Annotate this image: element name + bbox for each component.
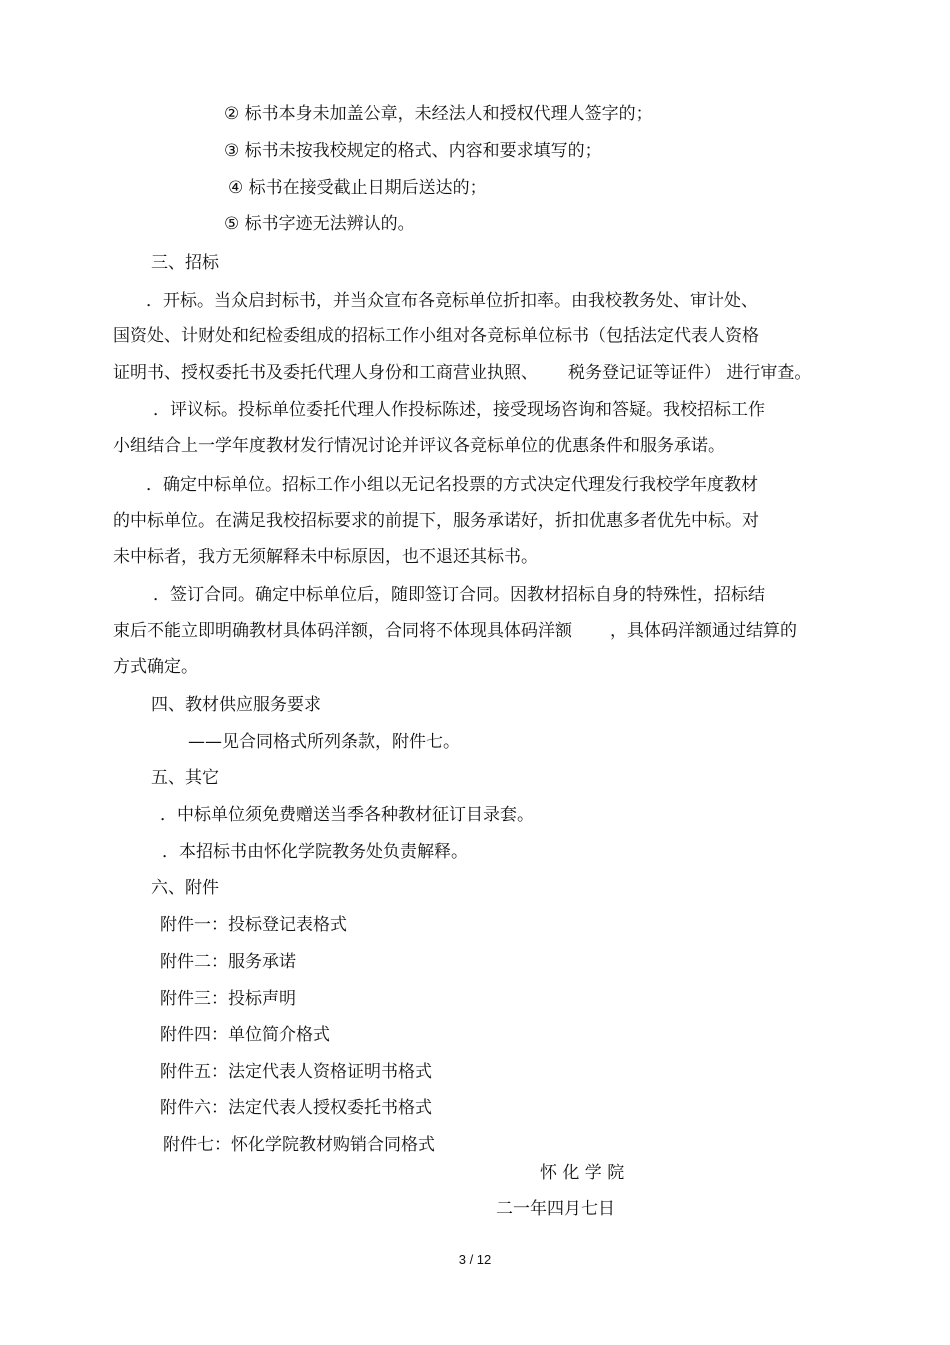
text-span: 税务登记证等证件） 进行审查。 [568,363,812,383]
paragraph-line: ．签订合同。确定中标单位后，随即签订合同。因教材招标自身的特殊性，招标结 [153,585,765,605]
paragraph-line [113,620,797,642]
paragraph-line: ．开标。当众启封标书，并当众宣布各竞标单位折扣率。由我校教务处、审计处、 [146,291,758,311]
page-number: 3 / 12 [458,1252,492,1267]
attachment-item: 附件三：投标声明 [160,989,296,1009]
list-item: ③ 标书未按我校规定的格式、内容和要求填写的； [224,141,602,161]
paragraph-line: 未中标者，我方无须解释未中标原因，也不退还其标书。 [113,547,538,567]
section-heading: 五、其它 [151,768,219,788]
paragraph-line: ．评议标。投标单位委托代理人作投标陈述，接受现场咨询和答疑。我校招标工作 [153,400,765,420]
attachment-item: 附件七：怀化学院教材购销合同格式 [163,1135,435,1155]
attachment-item: 附件一：投标登记表格式 [160,915,347,935]
attachment-item: 附件五：法定代表人资格证明书格式 [160,1062,432,1082]
text-span: 证明书、授权委托书及委托代理人身份和工商营业执照、 [113,363,538,383]
attachment-item: 附件二：服务承诺 [160,952,296,972]
attachment-item: 附件四：单位简介格式 [160,1025,330,1045]
text-span: 束后不能立即明确教材具体码洋额，合同将不体现具体码洋额 [113,621,572,641]
signature-org: 怀 化 学 院 [540,1163,625,1183]
paragraph-line: 的中标单位。在满足我校招标要求的前提下，服务承诺好，折扣优惠多者优先中标。对 [113,511,759,531]
list-item: ．中标单位须免费赠送当季各种教材征订目录套。 [160,805,534,825]
list-item: ② 标书本身未加盖公章，未经法人和授权代理人签字的； [224,104,653,124]
paragraph-line: ——见合同格式所列条款，附件七。 [188,732,460,752]
list-item: ④ 标书在接受截止日期后送达的； [228,178,487,198]
paragraph-line: 小组结合上一学年度教材发行情况讨论并评议各竞标单位的优惠条件和服务承诺。 [113,436,725,456]
text-span: ，具体码洋额通过结算的 [610,621,797,641]
paragraph-line [113,362,811,384]
paragraph-line: ．确定中标单位。招标工作小组以无记名投票的方式决定代理发行我校学年度教材 [146,475,758,495]
paragraph-line: 国资处、计财处和纪检委组成的招标工作小组对各竞标单位标书（包括法定代表人资格 [113,326,759,346]
list-item: ．本招标书由怀化学院教务处负责解释。 [162,842,468,862]
section-heading: 三、招标 [151,253,219,273]
section-heading: 六、附件 [151,878,219,898]
paragraph-line: 方式确定。 [113,657,198,677]
list-item: ⑤ 标书字迹无法辨认的。 [224,214,415,234]
signature-date: 二一年四月七日 [496,1199,615,1219]
section-heading: 四、教材供应服务要求 [151,695,321,715]
attachment-item: 附件六：法定代表人授权委托书格式 [160,1098,432,1118]
